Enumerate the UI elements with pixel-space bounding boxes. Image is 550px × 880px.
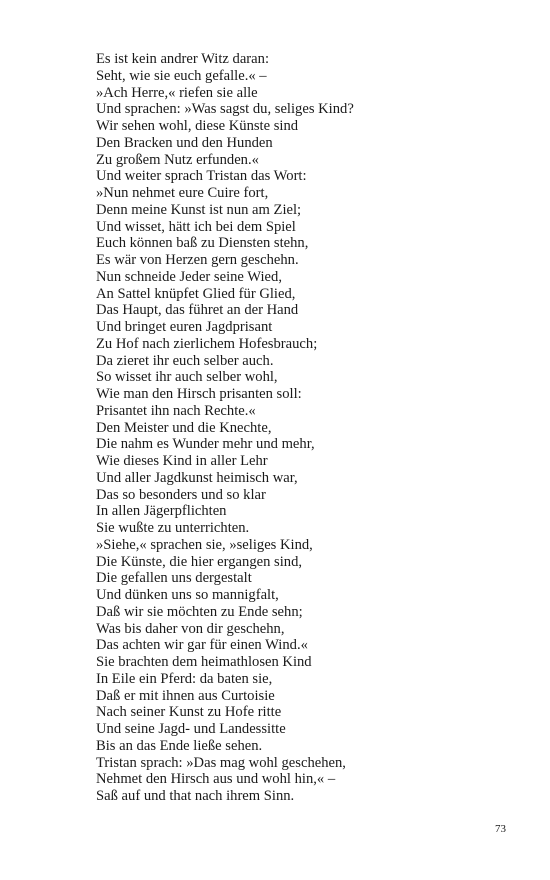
poem-line: Nach seiner Kunst zu Hofe ritte <box>96 704 282 721</box>
poem-line: Die gefallen uns dergestalt <box>96 570 252 587</box>
poem-line: Seht, wie sie euch gefalle.« – <box>96 67 267 84</box>
poem-line: So wisset ihr auch selber wohl, <box>96 369 278 386</box>
poem-line: Daß wir sie möchten zu Ende sehn; <box>96 603 303 620</box>
poem-line: »Siehe,« sprachen sie, »seliges Kind, <box>96 536 313 553</box>
poem-line: Die nahm es Wunder mehr und mehr, <box>96 436 315 453</box>
poem-line: Daß er mit ihnen aus Curtoisie <box>96 687 275 704</box>
poem-line: Wir sehen wohl, diese Künste sind <box>96 118 299 134</box>
poem-line: Prisantet ihn nach Rechte.« <box>96 402 256 419</box>
poem-line: Und weiter sprach Tristan das Wort: <box>96 168 307 185</box>
poem-line: Sie wußte zu unterrichten. <box>96 520 250 536</box>
poem-line: Und wisset, hätt ich bei dem Spiel <box>96 218 296 235</box>
page-number: 73 <box>495 823 506 835</box>
poem-line: Das achten wir gar für einen Wind.« <box>96 637 308 654</box>
poem-line: Zu Hof nach zierlichem Hofesbrauch; <box>96 335 318 352</box>
poem-line: Und dünken uns so mannigfalt, <box>96 587 279 603</box>
poem-text <box>96 51 354 805</box>
poem-line: Da zieret ihr euch selber auch. <box>96 352 274 369</box>
poem-line: Was bis daher von dir geschehn, <box>96 620 285 637</box>
poem-line: Und aller Jagdkunst heimisch war, <box>96 469 298 486</box>
poem-line: Den Bracken und den Hunden <box>96 134 273 151</box>
poem-line: »Nun nehmet eure Cuire fort, <box>96 185 269 201</box>
poem-line: Bis an das Ende ließe sehen. <box>96 737 263 754</box>
poem-line: Tristan sprach: »Das mag wohl geschehen, <box>96 754 346 771</box>
poem-line: In Eile ein Pferd: da baten sie, <box>96 670 273 687</box>
poem-line: Es ist kein andrer Witz daran: <box>96 51 269 67</box>
poem-line: Saß auf und that nach ihrem Sinn. <box>96 788 295 804</box>
poem-line: Den Meister und die Knechte, <box>96 419 272 436</box>
poem-line: Nun schneide Jeder seine Wied, <box>96 268 282 285</box>
poem-line: Wie dieses Kind in aller Lehr <box>96 453 268 469</box>
poem-line: Zu großem Nutz erfunden.« <box>96 151 259 168</box>
poem-line: »Ach Herre,« riefen sie alle <box>96 84 258 101</box>
poem-line: Das so besonders und so klar <box>96 486 266 503</box>
poem-line: In allen Jägerpflichten <box>96 503 227 520</box>
poem-line: Es wär von Herzen gern geschehn. <box>96 252 299 268</box>
poem-line: Die Künste, die hier ergangen sind, <box>96 553 303 570</box>
poem-line: Und bringet euren Jagdprisant <box>96 319 273 335</box>
poem-line: An Sattel knüpfet Glied für Glied, <box>96 285 296 302</box>
poem-line: Euch können baß zu Diensten stehn, <box>96 235 309 252</box>
poem-line: Das Haupt, das führet an der Hand <box>96 302 299 319</box>
poem-line: Denn meine Kunst ist nun am Ziel; <box>96 201 302 218</box>
poem-line: Nehmet den Hirsch aus und wohl hin,« – <box>96 771 336 788</box>
poem-line: Sie brachten dem heimathlosen Kind <box>96 654 312 670</box>
poem-line: Und sprachen: »Was sagst du, seliges Kind? <box>96 101 354 118</box>
poem-line: Und seine Jagd- und Landessitte <box>96 721 286 737</box>
poem-line: Wie man den Hirsch prisanten soll: <box>96 386 302 402</box>
